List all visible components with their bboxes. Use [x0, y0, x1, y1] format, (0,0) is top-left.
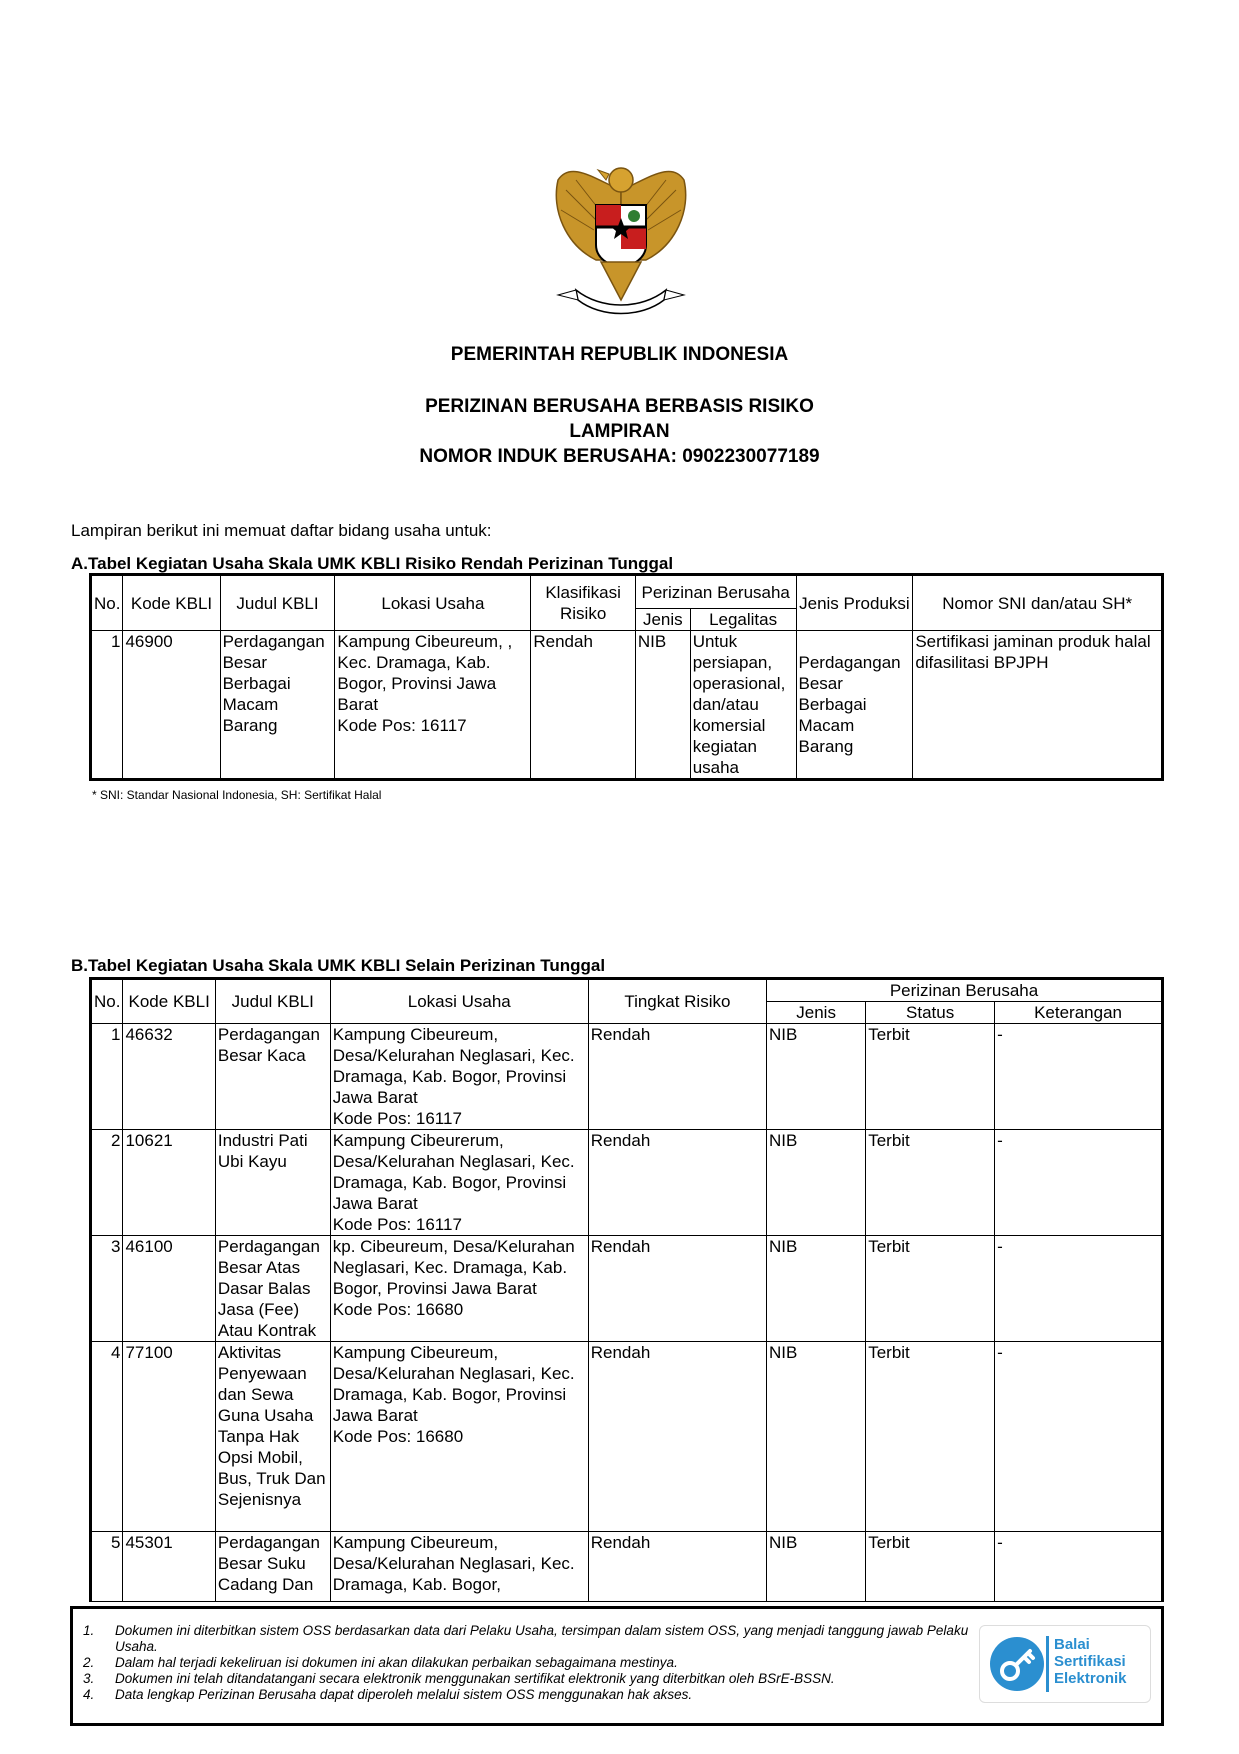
- table-b: [89, 977, 1164, 1602]
- row-status: Terbit: [866, 1236, 995, 1342]
- row-kode-kbli: 10621: [123, 1130, 215, 1236]
- footer-note-number: 3.: [83, 1671, 95, 1686]
- row-no: 1: [91, 631, 123, 780]
- header-jenis: Jenis: [767, 1002, 866, 1024]
- document-subtitle: LAMPIRAN: [569, 421, 670, 442]
- footer-note-text: Dokumen ini diterbitkan sistem OSS berdasarkan data dari Pelaku Usaha, tersimpan dalam sistem OSS, yang menjadi tanggung jawab Pelaku Usaha.: [115, 1623, 969, 1654]
- row-judul-kbli: Perdagangan Besar Atas Dasar Balas Jasa (Fee) Atau Kontrak: [215, 1236, 330, 1342]
- footer-note-text: Dokumen ini telah ditandatangani secara elektronik menggunakan sertifikat elektronik yang diterbitkan oleh BSrE-BSSN.: [115, 1671, 835, 1686]
- header-status: Status: [866, 1002, 995, 1024]
- header-judul-kbli: Judul KBLI: [215, 979, 330, 1024]
- footer-note-number: 2.: [83, 1655, 95, 1670]
- produksi-text: Perdagangan Besar Berbagai Macam Barang: [798, 653, 901, 756]
- row-nomor-sni: Sertifikasi jaminan produk halal difasilitasi BPJPH: [913, 631, 1163, 780]
- footer-notes-list: [73, 1609, 993, 1703]
- garuda-emblem-icon: [546, 150, 696, 320]
- lokasi-text: Kampung Cibeureum, Desa/Kelurahan Neglasari, Kec. Dramaga, Kab. Bogor, Provinsi Jawa Barat: [332, 1025, 575, 1107]
- header-lokasi-usaha: Lokasi Usaha: [330, 979, 588, 1024]
- row-jenis-produksi: [796, 631, 913, 780]
- header-keterangan: Keterangan: [995, 1002, 1163, 1024]
- lokasi-text: Kampung Cibeureum, , Kec. Dramaga, Kab. Bogor, Provinsi Jawa Barat: [337, 632, 513, 714]
- row-status: Terbit: [866, 1024, 995, 1130]
- row-keterangan: -: [995, 1532, 1163, 1602]
- table-a: [89, 573, 1164, 781]
- bsre-logo-text: [1054, 1636, 1127, 1687]
- row-judul-kbli: Perdagangan Besar Berbagai Macam Barang: [220, 631, 335, 780]
- section-b-title: B.Tabel Kegiatan Usaha Skala UMK KBLI Selain Perizinan Tunggal: [71, 956, 606, 975]
- row-kode-kbli: 46900: [123, 631, 220, 780]
- row-no: 1: [91, 1024, 123, 1130]
- row-status: Terbit: [866, 1532, 995, 1602]
- row-judul-kbli: Industri Pati Ubi Kayu: [215, 1130, 330, 1236]
- kode-pos: Kode Pos: 16680: [332, 1300, 464, 1319]
- header-no: No.: [91, 979, 123, 1024]
- row-judul-kbli: Perdagangan Besar Kaca: [215, 1024, 330, 1130]
- row-keterangan: -: [995, 1024, 1163, 1130]
- row-no: 4: [91, 1342, 123, 1532]
- row-lokasi-usaha: [335, 631, 531, 780]
- header-klasifikasi-risiko: Klasifikasi Risiko: [531, 575, 636, 631]
- header-perizinan-berusaha: Perizinan Berusaha: [635, 575, 796, 609]
- header-lokasi-usaha: Lokasi Usaha: [335, 575, 531, 631]
- header-tingkat-risiko: Tingkat Risiko: [588, 979, 766, 1024]
- table-a-footnote: * SNI: Standar Nasional Indonesia, SH: Sertifikat Halal: [92, 788, 382, 802]
- row-status: Terbit: [866, 1130, 995, 1236]
- footer-note-text: Data lengkap Perizinan Berusaha dapat diperoleh melalui sistem OSS menggunakan hak akses.: [115, 1687, 693, 1702]
- header-judul-kbli: Judul KBLI: [220, 575, 335, 631]
- table-row: [91, 1236, 1163, 1342]
- table-row: [91, 1342, 1163, 1532]
- lokasi-text: Kampung Cibeurerum, Desa/Kelurahan Neglasari, Kec. Dramaga, Kab. Bogor, Provinsi Jawa Barat: [332, 1131, 575, 1213]
- table-row: [91, 631, 1163, 780]
- row-status: Terbit: [866, 1342, 995, 1532]
- row-tingkat-risiko: Rendah: [588, 1024, 766, 1130]
- table-row: [91, 1532, 1163, 1602]
- document-title-block: [0, 394, 1239, 469]
- footer-note: [73, 1623, 993, 1655]
- row-jenis: NIB: [767, 1024, 866, 1130]
- row-kode-kbli: 45301: [123, 1532, 215, 1602]
- lokasi-text: Kampung Cibeureum, Desa/Kelurahan Neglasari, Kec. Dramaga, Kab. Bogor,: [332, 1533, 575, 1594]
- header-jenis: Jenis: [635, 609, 690, 631]
- row-keterangan: -: [995, 1130, 1163, 1236]
- footer-note: [73, 1655, 993, 1671]
- footer-note-text: Dalam hal terjadi kekeliruan isi dokumen ini akan dilakukan perbaikan sebagaimana mestinya.: [115, 1655, 678, 1670]
- row-kode-kbli: 46100: [123, 1236, 215, 1342]
- table-row: [91, 1024, 1163, 1130]
- footer-note-number: 4.: [83, 1687, 95, 1702]
- row-lokasi-usaha: [330, 1532, 588, 1602]
- kode-pos: Kode Pos: 16117: [332, 1215, 462, 1234]
- row-jenis: NIB: [635, 631, 690, 780]
- header-jenis-produksi: Jenis Produksi: [796, 575, 913, 631]
- logo-line-3: Elektronik: [1054, 1670, 1127, 1687]
- nib-number: NOMOR INDUK BERUSAHA: 0902230077189: [419, 446, 820, 467]
- header-kode-kbli: Kode KBLI: [123, 575, 220, 631]
- intro-text: Lampiran berikut ini memuat daftar bidang usaha untuk:: [71, 521, 492, 540]
- header-no: No.: [91, 575, 123, 631]
- header-perizinan-berusaha: Perizinan Berusaha: [767, 979, 1163, 1002]
- row-judul-kbli: Aktivitas Penyewaan dan Sewa Guna Usaha Tanpa Hak Opsi Mobil, Bus, Truk Dan Sejenisnya: [215, 1342, 330, 1532]
- bsre-logo: [979, 1625, 1151, 1703]
- row-lokasi-usaha: [330, 1024, 588, 1130]
- row-lokasi-usaha: [330, 1342, 588, 1532]
- row-no: 2: [91, 1130, 123, 1236]
- logo-line-1: Balai: [1054, 1636, 1090, 1653]
- row-lokasi-usaha: [330, 1236, 588, 1342]
- lokasi-text: kp. Cibeureum, Desa/Kelurahan Neglasari, Kec. Dramaga, Kab. Bogor, Provinsi Jawa Barat: [332, 1237, 575, 1298]
- header-nomor-sni: Nomor SNI dan/atau SH*: [913, 575, 1163, 631]
- header-legalitas: Legalitas: [690, 609, 796, 631]
- row-keterangan: -: [995, 1236, 1163, 1342]
- row-jenis: NIB: [767, 1532, 866, 1602]
- row-tingkat-risiko: Rendah: [588, 1342, 766, 1532]
- footer-note-number: 1.: [83, 1623, 95, 1638]
- row-kode-kbli: 46632: [123, 1024, 215, 1130]
- document-title: PERIZINAN BERUSAHA BERBASIS RISIKO: [425, 396, 814, 417]
- bsre-key-icon: [986, 1633, 1048, 1695]
- logo-divider: [1046, 1636, 1050, 1692]
- row-jenis: NIB: [767, 1130, 866, 1236]
- row-kode-kbli: 77100: [123, 1342, 215, 1532]
- footer-note: [73, 1687, 993, 1703]
- government-title: PEMERINTAH REPUBLIK INDONESIA: [450, 344, 789, 365]
- kode-pos: Kode Pos: 16117: [337, 716, 467, 735]
- row-judul-kbli: Perdagangan Besar Suku Cadang Dan: [215, 1532, 330, 1602]
- footer-note: [73, 1671, 993, 1687]
- row-tingkat-risiko: Rendah: [588, 1130, 766, 1236]
- footer-notes-box: [70, 1606, 1164, 1726]
- row-no: 5: [91, 1532, 123, 1602]
- kode-pos: Kode Pos: 16117: [332, 1109, 462, 1128]
- section-a-title: A.Tabel Kegiatan Usaha Skala UMK KBLI Risiko Rendah Perizinan Tunggal: [71, 554, 674, 573]
- kode-pos: Kode Pos: 16680: [332, 1427, 464, 1446]
- row-no: 3: [91, 1236, 123, 1342]
- row-tingkat-risiko: Rendah: [588, 1236, 766, 1342]
- table-row: [91, 1130, 1163, 1236]
- lokasi-text: Kampung Cibeureum, Desa/Kelurahan Neglasari, Kec. Dramaga, Kab. Bogor, Provinsi Jawa Barat: [332, 1343, 575, 1425]
- row-jenis: NIB: [767, 1342, 866, 1532]
- row-legalitas: Untuk persiapan, operasional, dan/atau komersial kegiatan usaha: [690, 631, 796, 780]
- row-tingkat-risiko: Rendah: [588, 1532, 766, 1602]
- row-lokasi-usaha: [330, 1130, 588, 1236]
- row-keterangan: -: [995, 1342, 1163, 1532]
- logo-line-2: Sertifikasi: [1054, 1653, 1126, 1670]
- header-kode-kbli: Kode KBLI: [123, 979, 215, 1024]
- row-jenis: NIB: [767, 1236, 866, 1342]
- row-klasifikasi: Rendah: [531, 631, 636, 780]
